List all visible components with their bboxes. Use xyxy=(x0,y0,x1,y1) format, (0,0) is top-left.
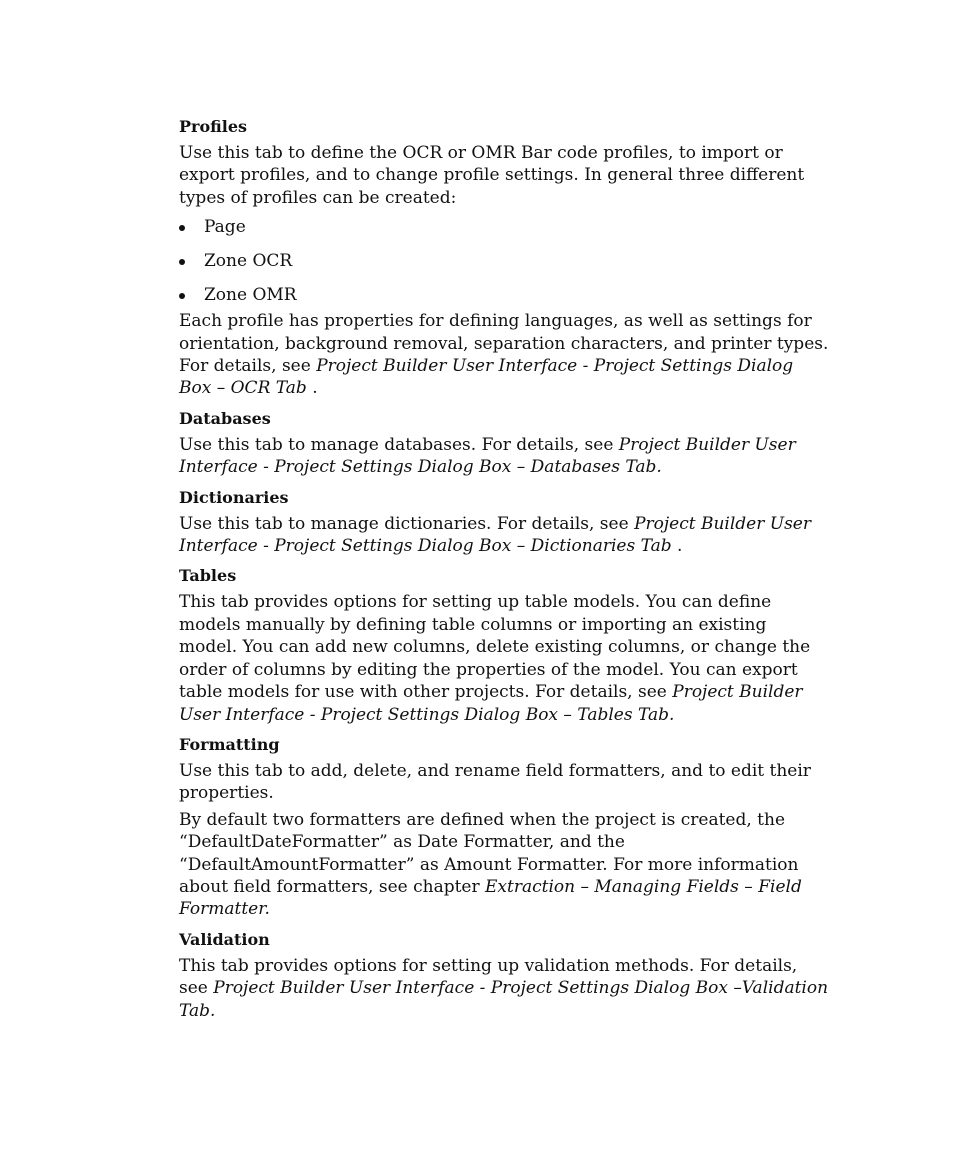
profiles-tail: . xyxy=(306,378,318,399)
list-item-label: Page xyxy=(204,217,246,238)
profiles-intro: Use this tab to define the OCR or OMR Bar code profiles, to import or export profiles, and to change profile settings. In general three different types of profiles can be created: xyxy=(179,143,805,208)
validation-reference: Project Builder User Interface - Project Settings Dialog Box –Validation Tab. xyxy=(179,978,829,1021)
heading-databases: Databases xyxy=(179,408,271,428)
heading-formatting: Formatting xyxy=(179,734,280,754)
list-item-label: Zone OMR xyxy=(204,285,297,306)
formatting-reference: Extraction – Managing Fields – Field Formatter. xyxy=(179,876,802,920)
formatting-body-2 xyxy=(179,809,829,921)
profile-types-list xyxy=(179,216,829,310)
databases-body-text: Use this tab to manage databases. For details, see xyxy=(179,434,619,455)
dictionaries-body-text: Use this tab to manage dictionaries. For details, see xyxy=(179,513,635,534)
heading-validation: Validation xyxy=(179,929,270,949)
dictionaries-reference: Project Builder User Interface - Project Settings Dialog Box – Dictionaries Tab xyxy=(179,513,811,557)
document-page xyxy=(179,116,829,1030)
validation-body-text: This tab provides options for setting up validation methods. For details, see xyxy=(179,955,798,999)
section-dictionaries xyxy=(179,487,829,558)
tables-body-text: This tab provides options for setting up table models. You can define models manually by defining table columns or importing an existing model. You can add new columns, delete existing columns, or change the order of columns by editing the properties of the model. You can export table models for use with other projects. For details, see xyxy=(179,592,811,703)
bullet-icon xyxy=(179,225,185,231)
tables-body xyxy=(179,591,829,725)
section-tables xyxy=(179,565,829,725)
tables-reference: Project Builder User Interface - Project Settings Dialog Box – Tables Tab. xyxy=(179,682,803,725)
heading-tables: Tables xyxy=(179,566,237,586)
list-item xyxy=(179,250,829,284)
profiles-reference: Project Builder User Interface - Project Settings Dialog Box – OCR Tab xyxy=(179,356,794,399)
formatting-body-1: Use this tab to add, delete, and rename field formatters, and to edit their properties. xyxy=(179,760,811,804)
section-validation xyxy=(179,929,829,1022)
section-formatting xyxy=(179,734,829,921)
profiles-body-text: Each profile has properties for defining languages, as well as settings for orientation, background removal, separation characters, and printer types. For details, see xyxy=(179,311,829,377)
list-item xyxy=(179,284,829,310)
dictionaries-body xyxy=(179,513,829,558)
section-profiles xyxy=(179,116,829,400)
list-item xyxy=(179,216,829,250)
list-item-label: Zone OCR xyxy=(204,251,293,272)
validation-body xyxy=(179,955,829,1022)
formatting-body-2-text: By default two formatters are defined when the project is created, the “DefaultDateFormatter” as Date Formatter, and the “DefaultAmountFormatter” as Amount Formatter. For more information about field formatters, see chapter xyxy=(179,809,799,897)
heading-profiles: Profiles xyxy=(179,117,248,136)
heading-dictionaries: Dictionaries xyxy=(179,487,289,507)
databases-reference: Project Builder User Interface - Project Settings Dialog Box – Databases Tab. xyxy=(179,434,796,478)
bullet-icon xyxy=(179,293,185,299)
bullet-icon xyxy=(179,259,185,265)
profiles-body xyxy=(179,310,829,400)
dictionaries-tail: . xyxy=(671,536,683,557)
section-databases xyxy=(179,408,829,479)
databases-body xyxy=(179,434,829,479)
